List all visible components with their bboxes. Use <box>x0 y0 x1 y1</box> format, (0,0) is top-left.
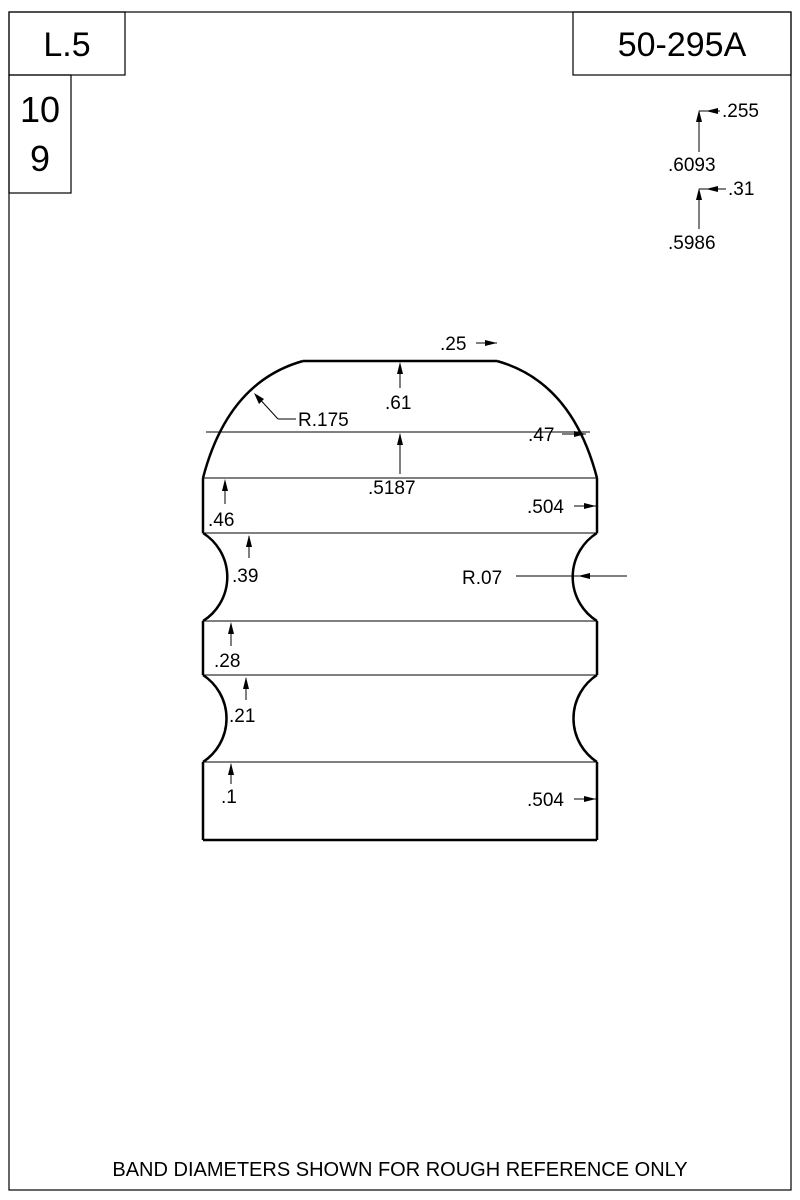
sheet-border <box>9 12 791 1190</box>
meplat-label: .25 <box>440 334 467 355</box>
arrow-icon <box>397 362 403 374</box>
ogive-radius-label: R.175 <box>298 410 349 431</box>
band-1-diameter-label: .504 <box>527 497 564 518</box>
groove-1-left <box>203 533 227 621</box>
groove-2-start-callout <box>229 677 255 727</box>
arrow-icon <box>485 340 497 346</box>
side-callout-top <box>668 101 759 176</box>
band-1-start-label: .46 <box>208 510 235 531</box>
band-1-diameter-callout <box>527 497 596 518</box>
band-3-diameter-callout <box>527 790 596 811</box>
arrow-icon <box>243 677 249 689</box>
nose-length-label: .61 <box>385 393 412 414</box>
arrow-icon <box>584 796 596 802</box>
bore-riding-label: .5187 <box>368 478 416 499</box>
arrow-icon <box>578 573 590 579</box>
footer-note: BAND DIAMETERS SHOWN FOR ROUGH REFERENCE ONLY <box>112 1159 688 1181</box>
nose-length-callout <box>385 362 411 414</box>
arrow-icon <box>228 622 234 634</box>
arrow-icon <box>397 433 403 445</box>
arrow-icon <box>696 188 702 200</box>
arrow-icon <box>706 186 718 192</box>
arrow-icon <box>706 108 718 114</box>
arrow-icon <box>584 503 596 509</box>
weight-line-1: 10 <box>19 89 61 130</box>
meplat-callout <box>440 334 497 355</box>
band-1-start-callout <box>208 479 234 531</box>
ogive-radius-callout <box>254 393 349 431</box>
ogive-right <box>497 361 597 478</box>
groove-radius-callout <box>462 568 627 589</box>
band-3-diameter-label: .504 <box>527 790 564 811</box>
side-callout-second <box>668 179 754 254</box>
arrow-icon <box>228 763 234 775</box>
weight-line-2: 9 <box>29 138 51 179</box>
part-number-label: 50-295A <box>617 26 747 64</box>
arrow-icon <box>246 535 252 547</box>
arrow-icon <box>696 110 702 122</box>
groove-2-right <box>573 675 597 762</box>
groove-radius-label: R.07 <box>462 568 503 589</box>
band-3-start-label: .1 <box>221 787 237 808</box>
bore-riding-callout <box>368 433 416 499</box>
caliber-label: L.5 <box>43 26 91 64</box>
second-width-label: .31 <box>728 179 755 200</box>
groove-2-start-label: .21 <box>229 706 256 727</box>
top-width-label: .255 <box>722 101 759 122</box>
second-diameter-label: .5986 <box>668 233 716 254</box>
ogive-end-label: .47 <box>528 425 555 446</box>
groove-2-left <box>203 675 227 762</box>
top-diameter-label: .6093 <box>668 155 716 176</box>
groove-1-start-label: .39 <box>232 566 259 587</box>
groove-1-start-callout <box>232 535 258 587</box>
band-2-start-label: .28 <box>214 651 241 672</box>
arrow-icon <box>222 479 228 491</box>
band-3-start-callout <box>221 763 237 808</box>
band-2-start-callout <box>214 622 240 672</box>
